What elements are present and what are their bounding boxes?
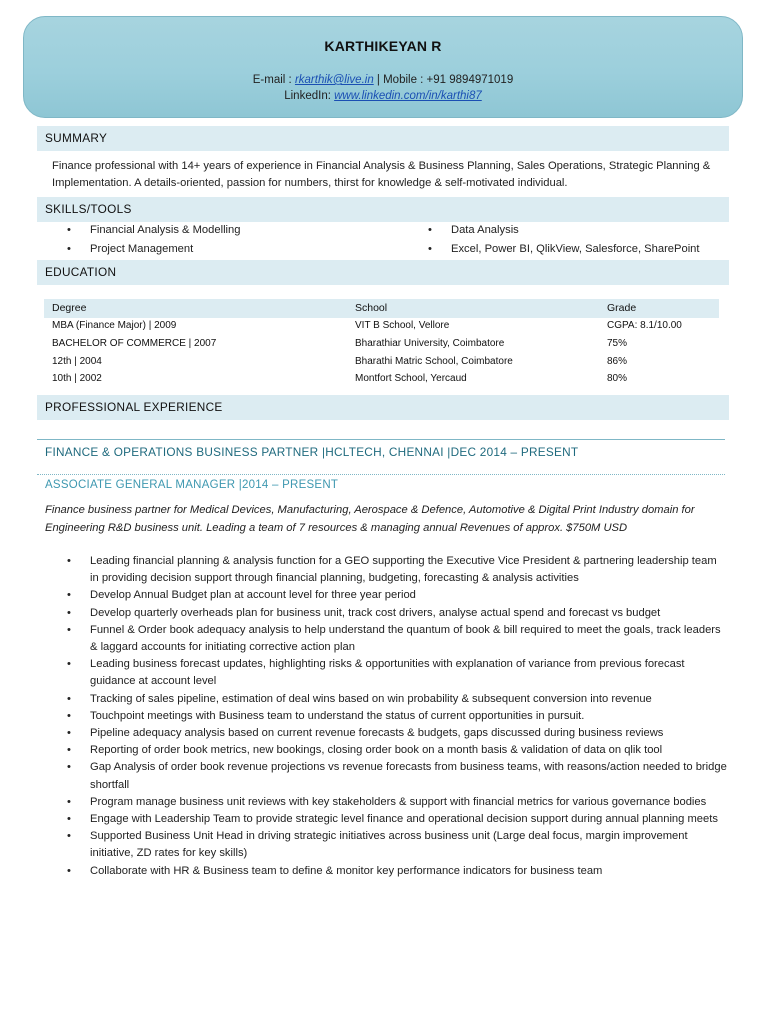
bullet-icon: • (67, 744, 71, 757)
bullet-icon: • (67, 864, 71, 877)
contact-line (24, 74, 742, 86)
bullet-icon: • (67, 224, 71, 236)
responsibility-text: Collaborate with HR & Business team to define & monitor key performance indicators for business team (90, 864, 603, 877)
education-school: Bharathi Matric School, Coimbatore (355, 356, 513, 367)
bullet-icon: • (67, 623, 71, 636)
responsibility-item (67, 828, 727, 862)
education-grade: CGPA: 8.1/10.00 (607, 320, 682, 331)
education-school: Montfort School, Yercaud (355, 373, 467, 384)
education-school: VIT B School, Vellore (355, 320, 450, 331)
responsibility-text: Tracking of sales pipeline, estimation of deal wins based on win probability & subsequent conversion into revenue (90, 692, 652, 705)
education-grade: 80% (607, 373, 628, 384)
candidate-name: KARTHIKEYAN R (324, 38, 442, 54)
education-degree: BACHELOR OF COMMERCE | 2007 (52, 338, 217, 349)
email-label: E-mail : (252, 74, 295, 86)
responsibility-text: Leading business forecast updates, highlighting risks & opportunities with explanation of variance from previous forecast guidance at account level (90, 658, 685, 688)
responsibility-item (67, 587, 727, 604)
bullet-icon: • (67, 692, 71, 705)
column-header-grade: Grade (607, 302, 637, 314)
bullet-icon: • (67, 795, 71, 808)
responsibility-text: Touchpoint meetings with Business team to understand the status of current opportunities in pursuit. (90, 709, 585, 722)
responsibility-text: Program manage business unit reviews with key stakeholders & support with financial metrics for various governance bodies (90, 795, 707, 808)
education-degree: 12th | 2004 (52, 356, 102, 367)
responsibility-text: Pipeline adequacy analysis based on current revenue forecasts & budgets, gaps discussed during business reviews (90, 727, 664, 740)
responsibility-text: Supported Business Unit Head in driving strategic initiatives across business unit (Large deal focus, margin improvement initiative, ZD rates for key skills) (90, 830, 688, 860)
linkedin-line (24, 90, 742, 102)
responsibility-text: Reporting of order book metrics, new bookings, closing order book on a month basis & validation of data on qlik tool (90, 744, 663, 757)
education-grade: 75% (607, 338, 628, 349)
job-title: FINANCE & OPERATIONS BUSINESS PARTNER |HCLTECH, CHENNAI |DEC 2014 – PRESENT (45, 445, 579, 459)
bullet-icon: • (67, 589, 71, 602)
responsibility-item (67, 691, 727, 708)
responsibility-text: Leading financial planning & analysis function for a GEO supporting the Executive Vice President & partnering leadership team in providing decision support through financial planning, budgeting, forecasting & analysis activities (90, 555, 717, 585)
responsibility-item (67, 863, 727, 880)
bullet-icon: • (428, 243, 432, 255)
skills-heading: SKILLS/TOOLS (37, 197, 729, 222)
job-subtitle: ASSOCIATE GENERAL MANAGER |2014 – PRESENT (45, 479, 339, 491)
responsibility-item (67, 725, 727, 742)
responsibility-item (67, 794, 727, 811)
bullet-icon: • (67, 830, 71, 843)
bullet-icon: • (67, 658, 71, 671)
bullet-icon: • (67, 727, 71, 740)
summary-heading: SUMMARY (37, 126, 729, 151)
mobile-text: | Mobile : +91 9894971019 (373, 74, 514, 86)
bullet-icon: • (67, 606, 71, 619)
job-intro: Finance business partner for Medical Devices, Manufacturing, Aerospace & Defence, Automotive & Digital Print Industry domain for Engineering R&D business unit. Leading a team of 7 resources & managing annual Revenues of approx. $750M USD (45, 504, 695, 534)
bullet-icon: • (67, 555, 71, 567)
email-link[interactable]: rkarthik@live.in (294, 74, 374, 86)
education-degree: MBA (Finance Major) | 2009 (52, 320, 177, 331)
column-header-degree: Degree (52, 302, 87, 314)
responsibility-item (67, 742, 727, 759)
responsibility-item (67, 622, 727, 656)
bullet-icon: • (428, 224, 432, 236)
responsibility-item (67, 605, 727, 622)
divider (37, 474, 725, 475)
education-school: Bharathiar University, Coimbatore (355, 338, 505, 349)
responsibility-text: Gap Analysis of order book revenue projections vs revenue forecasts from business teams, with reasons/action needed to bridge shortfall (90, 761, 727, 791)
bullet-icon: • (67, 761, 71, 774)
column-header-school: School (355, 302, 388, 314)
responsibility-item (67, 759, 727, 793)
education-heading: EDUCATION (37, 260, 729, 285)
experience-heading: PROFESSIONAL EXPERIENCE (37, 395, 729, 420)
responsibility-text: Develop quarterly overheads plan for business unit, track cost drivers, analyse actual spend and forecast vs budget (90, 606, 661, 619)
bullet-icon: • (67, 243, 71, 255)
linkedin-label: LinkedIn: (284, 90, 335, 102)
responsibility-text: Develop Annual Budget plan at account level for three year period (90, 589, 416, 602)
responsibility-item (67, 811, 727, 828)
header-box (23, 16, 743, 118)
education-degree: 10th | 2002 (52, 373, 102, 384)
responsibility-item (67, 656, 727, 690)
bullet-icon: • (67, 709, 71, 722)
divider (37, 439, 725, 440)
responsibility-list (67, 553, 727, 880)
bullet-icon: • (67, 813, 71, 826)
responsibility-item (67, 708, 727, 725)
education-grade: 86% (607, 356, 628, 367)
responsibility-item (67, 553, 727, 587)
responsibility-text: Funnel & Order book adequacy analysis to help understand the quantum of book & bill required to meet the goals, track leaders & laggard accounts for initiating corrective action plan (90, 623, 721, 654)
linkedin-link[interactable]: www.linkedin.com/in/karthi87 (334, 90, 482, 102)
summary-text: Finance professional with 14+ years of experience in Financial Analysis & Business Planning, Sales Operations, Strategic Planning & Implementation. A details-oriented, passion for numbers, thirst for knowledge & self-motivated individual. (52, 160, 711, 189)
responsibility-text: Engage with Leadership Team to provide strategic level finance and operational decision support during annual planning meets (90, 813, 718, 826)
